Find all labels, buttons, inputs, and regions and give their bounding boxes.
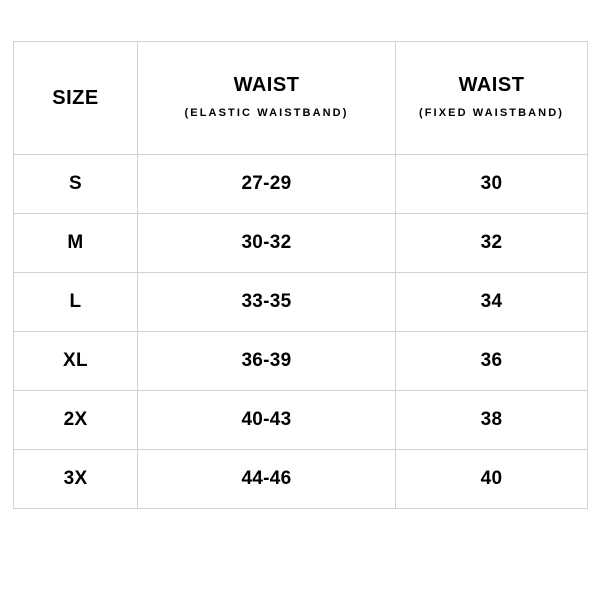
header-row: [14, 42, 588, 155]
size-chart-container: [13, 41, 587, 509]
cell-waist-elastic: 30-32: [138, 214, 396, 273]
cell-waist-fixed: 32: [396, 214, 588, 273]
cell-size: 3X: [14, 450, 138, 509]
cell-waist-fixed: 38: [396, 391, 588, 450]
header-cell-waist-fixed: [396, 42, 588, 155]
table-row: [14, 391, 588, 450]
header-cell-waist-elastic: [138, 42, 396, 155]
header-size-label: SIZE: [52, 86, 99, 109]
header-waist-elastic-title: WAIST: [233, 73, 300, 96]
cell-size: M: [14, 214, 138, 273]
cell-waist-fixed: 36: [396, 332, 588, 391]
cell-waist-elastic: 40-43: [138, 391, 396, 450]
cell-waist-elastic: 27-29: [138, 155, 396, 214]
cell-waist-elastic: 33-35: [138, 273, 396, 332]
header-waist-elastic-subtitle: (ELASTIC WAISTBAND): [184, 106, 349, 119]
cell-size: 2X: [14, 391, 138, 450]
header-waist-fixed-subtitle: (FIXED WAISTBAND): [418, 106, 565, 119]
table-row: [14, 450, 588, 509]
table-row: [14, 214, 588, 273]
cell-waist-fixed: 34: [396, 273, 588, 332]
cell-waist-elastic: 36-39: [138, 332, 396, 391]
size-chart-table: [13, 41, 588, 509]
table-header: [14, 42, 588, 155]
cell-waist-fixed: 30: [396, 155, 588, 214]
table-body: [14, 155, 588, 509]
table-row: [14, 273, 588, 332]
table-row: [14, 332, 588, 391]
cell-size: L: [14, 273, 138, 332]
cell-waist-elastic: 44-46: [138, 450, 396, 509]
table-row: [14, 155, 588, 214]
cell-size: S: [14, 155, 138, 214]
cell-waist-fixed: 40: [396, 450, 588, 509]
cell-size: XL: [14, 332, 138, 391]
header-cell-size: [14, 42, 138, 155]
header-waist-fixed-title: WAIST: [458, 73, 525, 96]
